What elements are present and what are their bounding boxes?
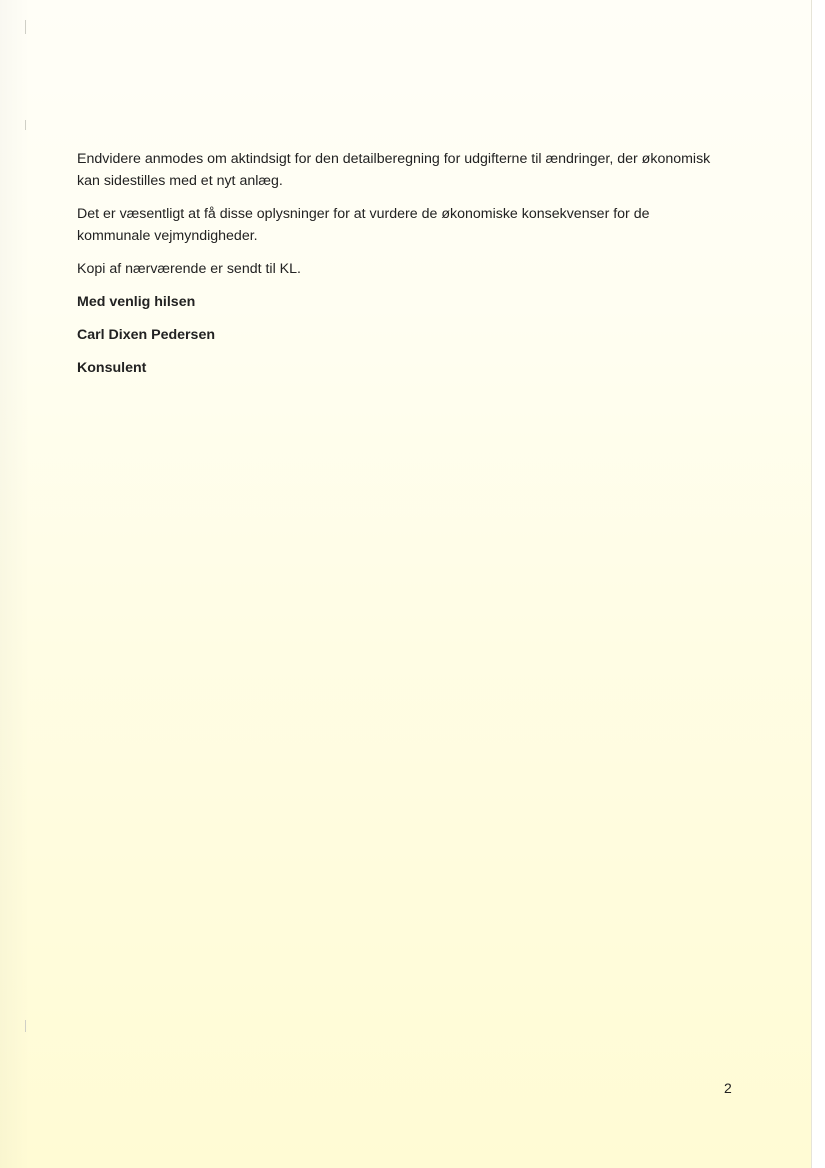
scan-mark <box>25 1020 26 1032</box>
signer-name: Carl Dixen Pedersen <box>77 327 215 343</box>
paragraph-importance: Det er væsentligt at få disse oplysninger for at vurdere de økonomiske konsekvenser for de kommunale vejmyndigheder. <box>77 206 650 244</box>
page-number: 2 <box>724 1080 732 1096</box>
scan-shadow <box>0 0 30 1168</box>
paragraph-request: Endvidere anmodes om aktindsigt for den detailberegning for udgifterne til ændringer, der økonomisk kan sidestilles med et nyt anlæg. <box>77 151 711 189</box>
paragraph-copy-note: Kopi af nærværende er sendt til KL. <box>77 261 301 277</box>
closing-greeting: Med venlig hilsen <box>77 294 196 310</box>
scan-mark <box>25 20 26 34</box>
letter-body <box>77 148 717 390</box>
signer-title: Konsulent <box>77 360 147 376</box>
scan-mark <box>25 120 26 130</box>
